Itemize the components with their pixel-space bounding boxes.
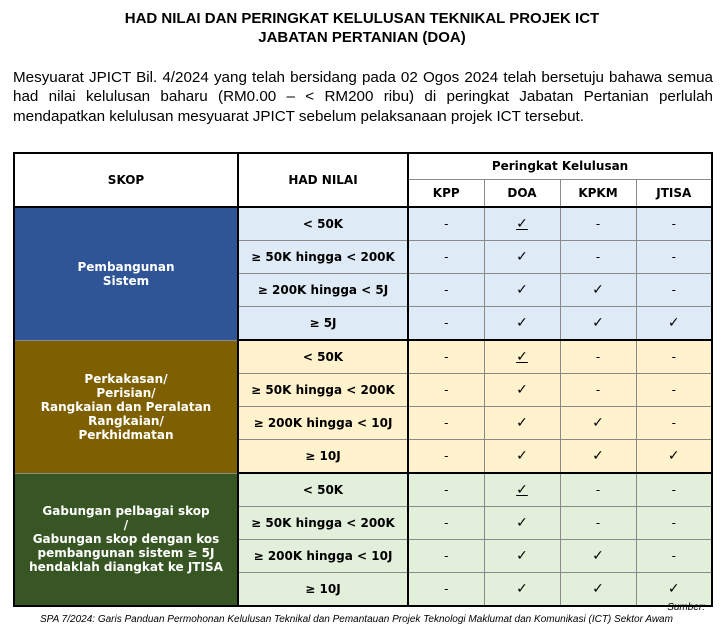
had-nilai-cell: ≥ 200K hingga < 5J xyxy=(238,274,408,307)
dash-mark: - xyxy=(595,217,601,231)
approval-cell xyxy=(560,340,636,374)
header-had-nilai: HAD NILAI xyxy=(238,153,408,207)
dash-mark: - xyxy=(444,449,449,463)
dash-mark: - xyxy=(671,416,676,430)
check-icon: ✓ xyxy=(592,315,604,331)
dash-mark: - xyxy=(444,582,449,596)
skop-line: Gabungan skop dengan kos xyxy=(32,532,220,547)
had-nilai-cell: ≥ 5J xyxy=(238,307,408,341)
check-icon: ✓ xyxy=(667,448,680,464)
dash-mark: - xyxy=(595,483,601,497)
approval-cell xyxy=(408,407,484,440)
page-subtitle: JABATAN PERTANIAN (DOA) xyxy=(258,29,466,46)
dash-mark: - xyxy=(595,383,601,397)
skop-line: Rangkaian dan Peralatan xyxy=(40,399,212,414)
approval-cell xyxy=(408,274,484,307)
approval-cell xyxy=(484,573,560,607)
approval-cell xyxy=(636,307,712,341)
skop-cell xyxy=(14,473,238,606)
check-icon: ✓ xyxy=(516,548,528,564)
page-title: HAD NILAI DAN PERINGKAT KELULUSAN TEKNIKAL PROJEK ICT xyxy=(124,10,600,27)
dash-mark: - xyxy=(444,217,449,231)
approval-cell xyxy=(408,540,484,573)
approval-cell xyxy=(636,407,712,440)
approval-cell xyxy=(560,573,636,607)
check-icon: ✓ xyxy=(592,548,604,564)
dash-mark: - xyxy=(671,283,676,297)
check-icon: ✓ xyxy=(516,581,528,597)
skop-line: Pembangunan xyxy=(77,259,175,274)
skop-cell xyxy=(14,207,238,340)
dash-mark: - xyxy=(671,250,676,264)
dash-mark: - xyxy=(444,250,449,264)
dash-mark: - xyxy=(671,516,676,530)
approval-cell xyxy=(484,241,560,274)
approval-cell xyxy=(560,274,636,307)
approval-cell xyxy=(560,507,636,540)
skop-cell xyxy=(14,340,238,473)
skop-line: Sistem xyxy=(102,273,150,288)
dash-mark: - xyxy=(444,350,449,364)
approval-cell xyxy=(560,440,636,474)
check-icon: ✓ xyxy=(516,249,528,265)
approval-cell xyxy=(484,473,560,507)
source-text: SPA 7/2024: Garis Panduan Permohonan Kelulusan Teknikal dan Pemantauan Projek Teknologi Maklumat dan Komunikasi (ICT) Sektor Awam xyxy=(40,614,673,625)
dash-mark: - xyxy=(444,416,449,430)
check-icon: ✓ xyxy=(592,415,604,431)
dash-mark: - xyxy=(671,217,676,231)
dash-mark: - xyxy=(671,483,676,497)
had-nilai-cell: ≥ 200K hingga < 10J xyxy=(238,407,408,440)
approval-cell xyxy=(636,340,712,374)
dash-mark: - xyxy=(595,516,601,530)
approval-cell xyxy=(560,307,636,341)
approval-cell xyxy=(408,473,484,507)
skop-line: Gabungan pelbagai skop xyxy=(42,504,210,519)
dash-mark: - xyxy=(444,549,449,563)
approval-cell xyxy=(484,440,560,474)
check-icon: ✓ xyxy=(592,448,604,464)
approval-cell xyxy=(484,507,560,540)
table-row xyxy=(14,473,712,507)
check-icon: ✓ xyxy=(516,482,528,498)
approval-cell xyxy=(636,440,712,474)
skop-line: Rangkaian/ xyxy=(88,413,164,428)
table-row xyxy=(14,340,712,374)
check-icon: ✓ xyxy=(516,216,528,232)
had-nilai-cell: ≥ 200K hingga < 10J xyxy=(238,540,408,573)
check-icon: ✓ xyxy=(516,282,528,298)
approval-cell xyxy=(560,207,636,241)
approval-cell xyxy=(636,207,712,241)
approval-cell xyxy=(484,407,560,440)
approval-cell xyxy=(560,374,636,407)
header-level: KPKM xyxy=(560,179,636,207)
skop-line: Perkakasan/ xyxy=(84,371,168,386)
approval-cell xyxy=(408,241,484,274)
table-row xyxy=(14,207,712,241)
dash-mark: - xyxy=(595,250,601,264)
dash-mark: - xyxy=(444,383,449,397)
check-icon: ✓ xyxy=(516,448,528,464)
dash-mark: - xyxy=(671,549,676,563)
approval-cell xyxy=(636,507,712,540)
check-icon: ✓ xyxy=(592,282,604,298)
dash-mark: - xyxy=(671,350,676,364)
approval-cell xyxy=(484,540,560,573)
approval-cell xyxy=(636,540,712,573)
approval-cell xyxy=(408,374,484,407)
skop-line: / xyxy=(123,518,129,533)
approval-cell xyxy=(484,207,560,241)
check-icon: ✓ xyxy=(516,415,528,431)
check-icon: ✓ xyxy=(516,315,528,331)
approval-cell xyxy=(636,274,712,307)
approval-cell xyxy=(560,407,636,440)
approval-cell xyxy=(408,573,484,607)
approval-cell xyxy=(560,473,636,507)
approval-cell xyxy=(408,440,484,474)
approval-cell xyxy=(636,573,712,607)
skop-line: Perkhidmatan xyxy=(78,427,174,442)
approval-cell xyxy=(484,274,560,307)
approval-cell xyxy=(484,340,560,374)
dash-mark: - xyxy=(444,483,449,497)
check-icon: ✓ xyxy=(516,382,528,398)
dash-mark: - xyxy=(671,383,676,397)
header-skop: SKOP xyxy=(14,153,238,207)
had-nilai-cell: ≥ 50K hingga < 200K xyxy=(238,507,408,540)
approval-cell xyxy=(484,374,560,407)
had-nilai-cell: < 50K xyxy=(238,207,408,241)
had-nilai-cell: < 50K xyxy=(238,340,408,374)
check-icon: ✓ xyxy=(667,581,680,597)
intro-paragraph: Mesyuarat JPICT Bil. 4/2024 yang telah bersidang pada 02 Ogos 2024 telah bersetuju bahawa semua had nilai kelulusan baharu (RM0.00 – < RM200 ribu) di peringkat Jabatan Pertanian perlulah mendapatkan kelulusan mesyuarat JPICT sebelum pelaksanaan projek ICT tersebut. xyxy=(13,69,713,125)
check-icon: ✓ xyxy=(516,515,528,531)
source-label: Sumber: xyxy=(667,602,705,613)
approval-cell xyxy=(484,307,560,341)
approval-cell xyxy=(408,507,484,540)
skop-line: Perisian/ xyxy=(96,385,156,400)
approval-cell xyxy=(560,241,636,274)
header-level: DOA xyxy=(484,179,560,207)
dash-mark: - xyxy=(444,516,449,530)
header-level: JTISA xyxy=(636,179,712,207)
check-icon: ✓ xyxy=(667,315,680,331)
header-peringkat: Peringkat Kelulusan xyxy=(408,153,712,179)
approval-cell xyxy=(408,307,484,341)
check-icon: ✓ xyxy=(516,349,528,365)
had-nilai-cell: ≥ 10J xyxy=(238,573,408,607)
dash-mark: - xyxy=(444,316,449,330)
header-level: KPP xyxy=(408,179,484,207)
had-nilai-cell: ≥ 50K hingga < 200K xyxy=(238,241,408,274)
approval-cell xyxy=(408,340,484,374)
approval-cell xyxy=(560,540,636,573)
had-nilai-cell: ≥ 10J xyxy=(238,440,408,474)
approval-cell xyxy=(636,374,712,407)
had-nilai-cell: ≥ 50K hingga < 200K xyxy=(238,374,408,407)
skop-line: hendaklah diangkat ke JTISA xyxy=(29,560,223,575)
approval-cell xyxy=(636,241,712,274)
had-nilai-cell: < 50K xyxy=(238,473,408,507)
dash-mark: - xyxy=(444,283,449,297)
skop-line: pembangunan sistem ≥ 5J xyxy=(37,546,215,561)
approval-table xyxy=(13,152,713,607)
approval-cell xyxy=(408,207,484,241)
dash-mark: - xyxy=(595,350,601,364)
approval-cell xyxy=(636,473,712,507)
check-icon: ✓ xyxy=(592,581,604,597)
